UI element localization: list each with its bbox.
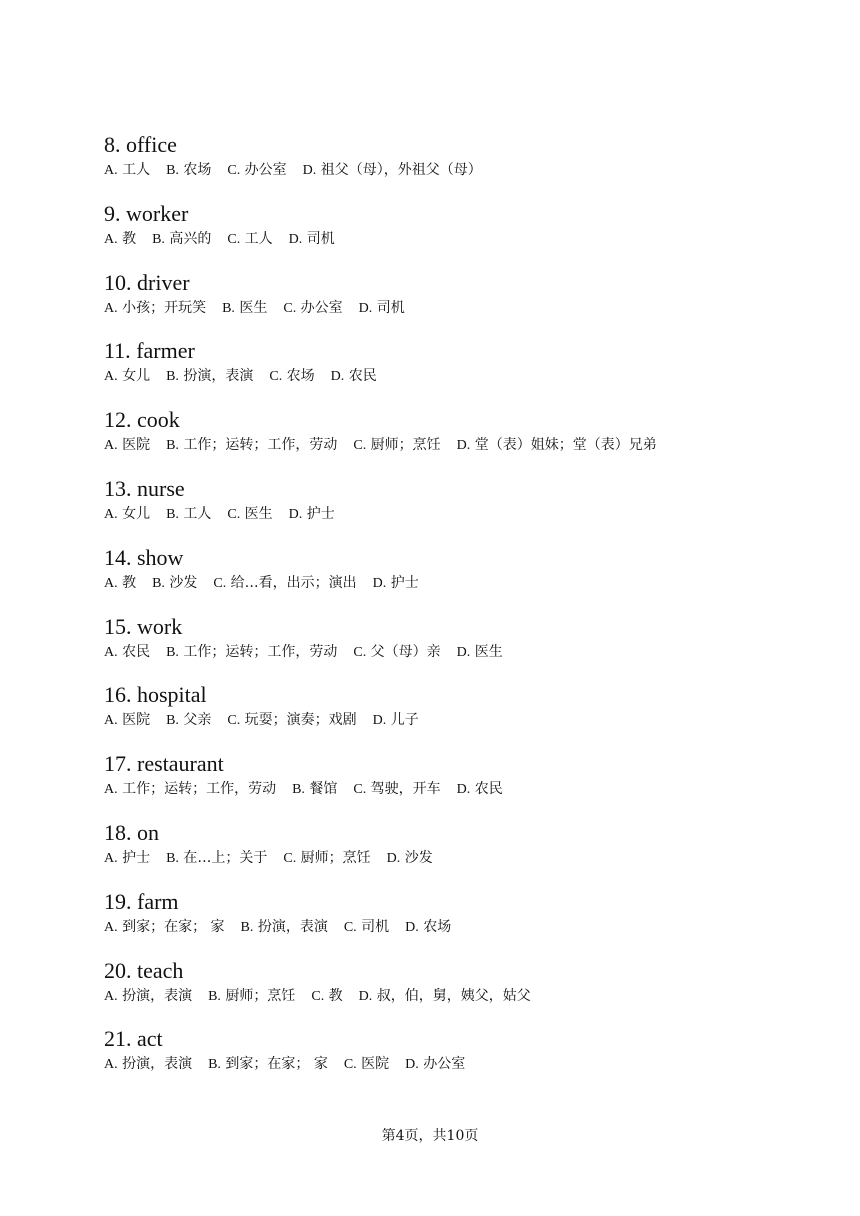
answer-option	[353, 779, 440, 800]
question-heading	[104, 201, 804, 227]
option-letter: A.	[104, 1057, 118, 1073]
option-text: 扮演，表演	[122, 987, 193, 1004]
answer-option	[292, 779, 337, 800]
option-text: 玩耍；演奏；戏剧	[244, 712, 357, 729]
question-heading	[104, 270, 804, 296]
question-item	[104, 476, 804, 545]
option-letter: D.	[288, 231, 303, 247]
option-letter: D.	[405, 919, 419, 935]
option-letter: C.	[353, 438, 367, 454]
option-letter: A.	[104, 506, 118, 522]
question-word: restaurant	[137, 751, 224, 777]
option-text: 医院	[122, 712, 151, 729]
option-letter: B.	[166, 713, 179, 729]
answer-option	[311, 986, 342, 1007]
question-item	[104, 545, 804, 614]
option-text: 给…看，出示；演出	[230, 574, 357, 591]
option-letter: C.	[353, 782, 367, 798]
question-number: 10.	[104, 269, 132, 295]
option-text: 农民	[348, 368, 377, 385]
option-text: 扮演，表演	[183, 368, 254, 385]
answer-option	[104, 573, 136, 594]
answer-options	[104, 1054, 804, 1075]
option-letter: B.	[166, 644, 179, 660]
option-text: 到家；在家； 家	[122, 918, 225, 935]
question-number: 18.	[104, 819, 132, 845]
option-letter: D.	[372, 575, 387, 591]
answer-options	[104, 366, 804, 387]
question-item	[104, 407, 804, 476]
answer-option	[152, 573, 197, 594]
answer-options	[104, 779, 804, 800]
question-heading	[104, 407, 804, 433]
answer-option	[208, 986, 295, 1007]
option-letter: A.	[104, 300, 118, 316]
answer-options	[104, 160, 804, 181]
option-letter: A.	[104, 919, 118, 935]
question-heading	[104, 889, 804, 915]
answer-option	[344, 917, 389, 938]
answer-option	[227, 160, 286, 181]
question-number: 11.	[104, 338, 131, 364]
question-item	[104, 958, 804, 1027]
question-word: farmer	[136, 338, 195, 364]
option-letter: A.	[104, 644, 118, 660]
answer-option	[303, 160, 482, 181]
question-item	[104, 614, 804, 683]
option-text: 农民	[474, 781, 503, 798]
answer-options	[104, 573, 804, 594]
option-text: 医院	[122, 437, 151, 454]
option-letter: D.	[372, 713, 387, 729]
answer-option	[166, 642, 337, 663]
answer-options	[104, 642, 804, 663]
answer-options	[104, 710, 804, 731]
answer-option	[269, 366, 314, 387]
option-letter: D.	[456, 644, 471, 660]
option-letter: D.	[330, 369, 345, 385]
question-word: on	[137, 819, 159, 845]
question-word: office	[126, 132, 177, 157]
question-word: worker	[126, 200, 189, 226]
option-text: 办公室	[423, 1056, 466, 1073]
option-text: 厨师；烹饪	[225, 987, 296, 1004]
option-letter: A.	[104, 782, 118, 798]
option-letter: B.	[152, 575, 165, 591]
answer-option	[104, 917, 225, 938]
answer-option	[387, 848, 433, 869]
option-text: 在…上；关于	[183, 849, 268, 866]
option-text: 堂（表）姐妹；堂（表）兄弟	[474, 437, 657, 454]
question-list	[104, 132, 804, 1095]
answer-option	[208, 1054, 328, 1075]
option-letter: D.	[456, 438, 471, 454]
option-text: 叔，伯，舅，姨父，姑父	[376, 987, 531, 1004]
question-item	[104, 682, 804, 751]
option-letter: A.	[104, 438, 118, 454]
question-heading	[104, 751, 804, 777]
question-word: work	[137, 613, 183, 639]
option-letter: C.	[213, 575, 227, 591]
option-text: 工作；运转；工作，劳动	[183, 643, 338, 660]
answer-option	[104, 366, 150, 387]
option-text: 扮演，表演	[122, 1056, 193, 1073]
option-text: 儿子	[390, 712, 419, 729]
option-letter: C.	[343, 1057, 357, 1073]
answer-option	[104, 160, 150, 181]
question-number: 9.	[104, 200, 121, 226]
answer-option	[353, 435, 440, 456]
option-letter: B.	[152, 231, 165, 247]
question-word: farm	[137, 888, 179, 914]
page-footer: 第4页，共10页	[381, 1128, 479, 1144]
question-number: 16.	[104, 682, 132, 708]
option-letter: C.	[311, 988, 325, 1004]
option-letter: B.	[222, 300, 235, 316]
option-text: 到家；在家； 家	[225, 1056, 328, 1073]
option-letter: D.	[288, 506, 303, 522]
option-text: 司机	[361, 918, 390, 935]
option-letter: C.	[269, 369, 283, 385]
question-word: hospital	[137, 682, 207, 708]
question-number: 17.	[104, 751, 132, 777]
answer-option	[344, 1054, 389, 1075]
question-word: nurse	[137, 475, 185, 501]
option-text: 医生	[239, 299, 268, 316]
option-text: 工人	[122, 162, 151, 178]
answer-option	[331, 366, 377, 387]
answer-option	[227, 229, 272, 250]
option-letter: C.	[343, 919, 357, 935]
option-letter: A.	[104, 231, 118, 247]
answer-option	[457, 435, 657, 456]
option-text: 司机	[306, 230, 335, 247]
question-word: teach	[137, 957, 184, 983]
option-text: 农场	[183, 162, 212, 178]
option-text: 农场	[423, 918, 452, 935]
answer-option	[405, 1054, 465, 1075]
answer-option	[359, 986, 531, 1007]
answer-option	[104, 642, 150, 663]
answer-option	[104, 298, 206, 319]
question-heading	[104, 545, 804, 571]
option-text: 厨师；烹饪	[300, 849, 371, 866]
question-item	[104, 1026, 804, 1095]
question-heading	[104, 1026, 804, 1052]
answer-option	[241, 917, 328, 938]
question-word: cook	[137, 407, 180, 433]
option-text: 女儿	[122, 505, 151, 522]
option-letter: A.	[104, 988, 118, 1004]
answer-option	[283, 298, 342, 319]
option-text: 祖父（母），外祖父（母）	[320, 162, 482, 178]
question-word: show	[137, 544, 184, 570]
question-number: 8.	[104, 132, 121, 157]
option-text: 工作；运转；工作，劳动	[122, 781, 277, 798]
question-item	[104, 338, 804, 407]
option-letter: C.	[227, 713, 241, 729]
option-text: 扮演，表演	[257, 918, 328, 935]
answer-option	[222, 298, 267, 319]
option-letter: B.	[166, 369, 179, 385]
question-number: 19.	[104, 888, 132, 914]
answer-option	[213, 573, 356, 594]
answer-option	[289, 229, 335, 250]
option-letter: A.	[104, 575, 118, 591]
answer-option	[166, 504, 211, 525]
option-letter: B.	[208, 1057, 221, 1073]
option-text: 办公室	[244, 162, 287, 178]
question-number: 12.	[104, 407, 132, 433]
option-text: 父（母）亲	[370, 643, 441, 660]
option-text: 医生	[244, 505, 273, 522]
question-item	[104, 132, 804, 201]
answer-option	[457, 642, 503, 663]
option-letter: C.	[283, 850, 297, 866]
question-heading	[104, 132, 804, 158]
option-letter: C.	[283, 300, 297, 316]
option-letter: B.	[166, 506, 179, 522]
answer-options	[104, 504, 804, 525]
answer-option	[359, 298, 405, 319]
option-letter: D.	[302, 163, 317, 178]
question-item	[104, 270, 804, 339]
question-item	[104, 889, 804, 958]
option-text: 护士	[306, 505, 335, 522]
option-text: 餐馆	[309, 781, 338, 798]
answer-option	[283, 848, 370, 869]
answer-options	[104, 435, 804, 456]
option-text: 工人	[183, 505, 212, 522]
question-heading	[104, 682, 804, 708]
option-text: 医院	[361, 1056, 390, 1073]
option-letter: B.	[166, 438, 179, 454]
option-letter: A.	[104, 369, 118, 385]
option-letter: A.	[104, 163, 118, 178]
option-text: 教	[122, 230, 137, 247]
question-heading	[104, 820, 804, 846]
answer-option	[166, 160, 211, 181]
option-text: 高兴的	[169, 230, 212, 247]
option-letter: D.	[405, 1057, 419, 1073]
answer-option	[104, 229, 136, 250]
question-word: driver	[137, 269, 190, 295]
option-letter: C.	[227, 231, 241, 247]
answer-option	[104, 848, 150, 869]
answer-option	[405, 917, 451, 938]
question-number: 14.	[104, 544, 132, 570]
option-letter: C.	[227, 163, 241, 178]
answer-option	[104, 435, 150, 456]
option-text: 办公室	[300, 299, 343, 316]
answer-option	[104, 504, 150, 525]
question-item	[104, 201, 804, 270]
answer-option	[152, 229, 211, 250]
option-letter: B.	[208, 988, 221, 1004]
option-text: 沙发	[169, 574, 198, 591]
question-item	[104, 820, 804, 889]
option-text: 女儿	[122, 368, 151, 385]
answer-option	[353, 642, 440, 663]
question-number: 15.	[104, 613, 132, 639]
option-letter: D.	[358, 300, 373, 316]
question-number: 21.	[104, 1026, 132, 1052]
answer-option	[289, 504, 335, 525]
option-text: 厨师；烹饪	[370, 437, 441, 454]
option-text: 父亲	[183, 712, 212, 729]
option-text: 医生	[474, 643, 503, 660]
answer-options	[104, 298, 804, 319]
answer-options	[104, 986, 804, 1007]
answer-options	[104, 229, 804, 250]
answer-option	[227, 710, 356, 731]
option-letter: A.	[104, 713, 118, 729]
answer-options	[104, 848, 804, 869]
option-letter: B.	[166, 850, 179, 866]
question-word: act	[137, 1026, 163, 1052]
option-text: 工人	[244, 230, 273, 247]
option-text: 驾驶，开车	[370, 781, 441, 798]
option-text: 教	[122, 574, 137, 591]
answer-options	[104, 917, 804, 938]
option-letter: B.	[292, 782, 305, 798]
answer-option	[104, 710, 150, 731]
answer-option	[457, 779, 503, 800]
question-number: 13.	[104, 475, 132, 501]
answer-option	[166, 366, 253, 387]
question-heading	[104, 476, 804, 502]
option-letter: D.	[456, 782, 471, 798]
option-letter: B.	[166, 163, 179, 178]
option-text: 农民	[122, 643, 151, 660]
option-text: 小孩；开玩笑	[122, 299, 207, 316]
answer-option	[104, 986, 192, 1007]
question-number: 20.	[104, 957, 132, 983]
answer-option	[166, 848, 267, 869]
answer-option	[166, 435, 337, 456]
answer-option	[373, 710, 419, 731]
option-text: 沙发	[404, 849, 433, 866]
option-text: 护士	[390, 574, 419, 591]
option-letter: D.	[386, 850, 401, 866]
option-text: 教	[328, 987, 343, 1004]
option-letter: B.	[240, 919, 254, 935]
question-heading	[104, 614, 804, 640]
answer-option	[104, 779, 276, 800]
answer-option	[227, 504, 272, 525]
answer-option	[166, 710, 211, 731]
option-letter: D.	[358, 988, 373, 1004]
question-item	[104, 751, 804, 820]
answer-option	[104, 1054, 192, 1075]
option-letter: A.	[104, 850, 118, 866]
question-heading	[104, 958, 804, 984]
option-text: 护士	[122, 849, 151, 866]
option-text: 工作；运转；工作，劳动	[183, 437, 338, 454]
option-letter: C.	[227, 506, 241, 522]
question-heading	[104, 338, 804, 364]
option-text: 农场	[286, 368, 315, 385]
option-text: 司机	[376, 299, 405, 316]
option-letter: C.	[353, 644, 367, 660]
answer-option	[373, 573, 419, 594]
